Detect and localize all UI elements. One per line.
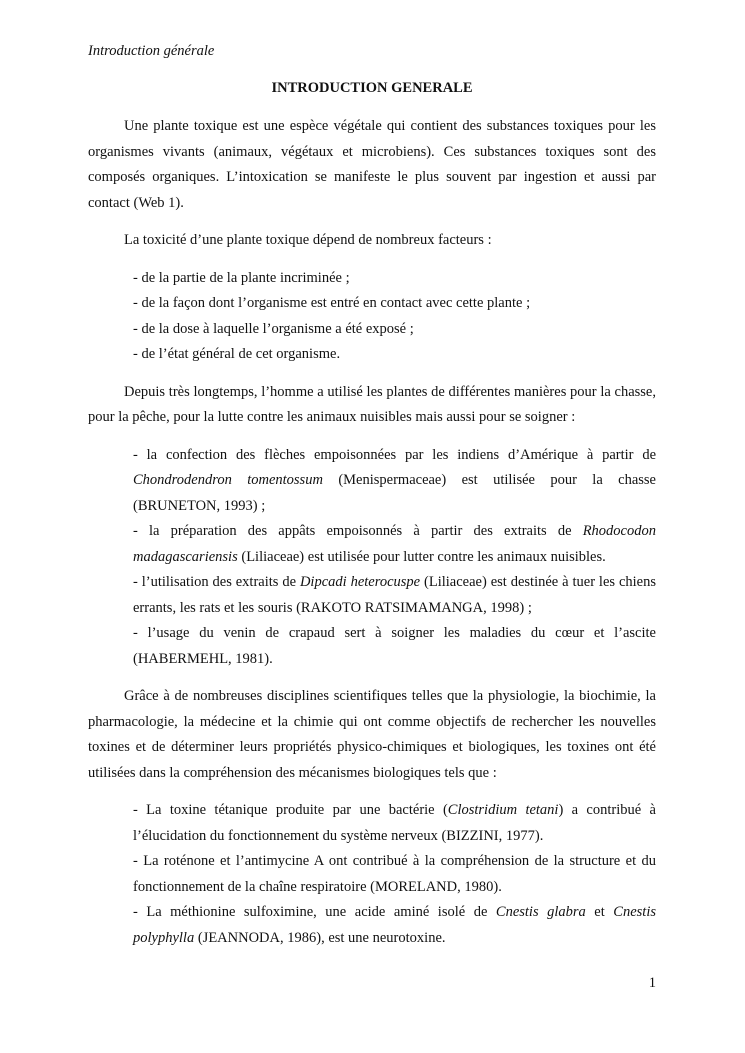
list-item: - de la façon dont l’organisme est entré en contact avec cette plante ; bbox=[133, 295, 531, 311]
list-item: - La roténone et l’antimycine A ont contribué à la compréhension de la structure et du fonctionnement de la chaîne respiratoire (MORELAND, 1980). bbox=[133, 853, 656, 895]
list-item: - de la dose à laquelle l’organisme a été exposé ; bbox=[133, 320, 414, 337]
list-item: - l’usage du venin de crapaud sert à soigner les maladies du cœur et l’ascite (HABERMEHL, 1981). bbox=[133, 625, 656, 667]
list-item: - la préparation des appâts empoisonnés à partir des extraits de Rhodocodon madagascariensis (Liliaceae) est utilisée pour lutter contre les animaux nuisibles. bbox=[133, 523, 656, 565]
running-header: Introduction générale bbox=[88, 43, 215, 59]
species-name: Clostridium tetani bbox=[447, 802, 559, 818]
page-title: INTRODUCTION GENERALE bbox=[271, 80, 473, 96]
mechanisms-list bbox=[133, 798, 656, 951]
species-name: Cnestis glabra bbox=[495, 904, 586, 920]
paragraph-factors-intro: La toxicité d’une plante toxique dépend de nombreux facteurs : bbox=[124, 232, 492, 248]
list-item: - La méthionine sulfoximine, une acide aminé isolé de Cnestis glabra et Cnestis polyphylla (JEANNODA, 1986), est une neurotoxine. bbox=[133, 904, 656, 946]
paragraph-mechanisms-intro: Grâce à de nombreuses disciplines scientifiques telles que la physiologie, la biochimie, la pharmacologie, la médecine et la chimie qui ont comme objectifs de rechercher les nouvelles toxines et de déterminer leurs propriétés physico-chimiques et biologiques, les toxines ont été utilisées dans la compréhension des mécanismes biologiques tels que : bbox=[88, 688, 656, 781]
uses-list bbox=[133, 443, 656, 673]
species-name: Chondrodendron tomentossum bbox=[133, 472, 323, 488]
list-item: - la confection des flèches empoisonnées par les indiens d’Amérique à partir de Chondrodendron tomentossum (Menispermaceae) est utilisée pour la chasse (BRUNETON, 1993) ; bbox=[133, 446, 656, 514]
list-item: - de l’état général de cet organisme. bbox=[133, 346, 341, 362]
paragraph-definition: Une plante toxique est une espèce végétale qui contient des substances toxiques pour les organismes vivants (animaux, végétaux et microbiens). Ces substances toxiques sont des composés organiques. L’intoxication se manifeste le plus souvent par ingestion et aussi par contact (Web 1). bbox=[88, 118, 656, 211]
document-body bbox=[88, 114, 656, 963]
list-item: - de la partie de la plante incriminée ; bbox=[133, 269, 350, 286]
list-item: - La toxine tétanique produite par une bactérie (Clostridium tetani) a contribué à l’élucidation du fonctionnement du système nerveux (BIZZINI, 1977). bbox=[133, 802, 656, 844]
page-number: 1 bbox=[648, 975, 656, 991]
factors-list bbox=[133, 266, 656, 368]
list-item: - l’utilisation des extraits de Dipcadi heterocuspe (Liliaceae) est destinée à tuer les chiens errants, les rats et les souris (RAKOTO RATSIMAMANGA, 1998) ; bbox=[133, 574, 656, 616]
species-name: Rhodocodon madagascariensis bbox=[133, 523, 656, 565]
paragraph-uses-intro: Depuis très longtemps, l’homme a utilisé les plantes de différentes manières pour la chasse, pour la pêche, pour la lutte contre les animaux nuisibles mais aussi pour se soigner : bbox=[88, 383, 656, 425]
species-name: Dipcadi heterocuspe bbox=[299, 574, 421, 590]
species-name: Cnestis polyphylla bbox=[133, 904, 656, 946]
